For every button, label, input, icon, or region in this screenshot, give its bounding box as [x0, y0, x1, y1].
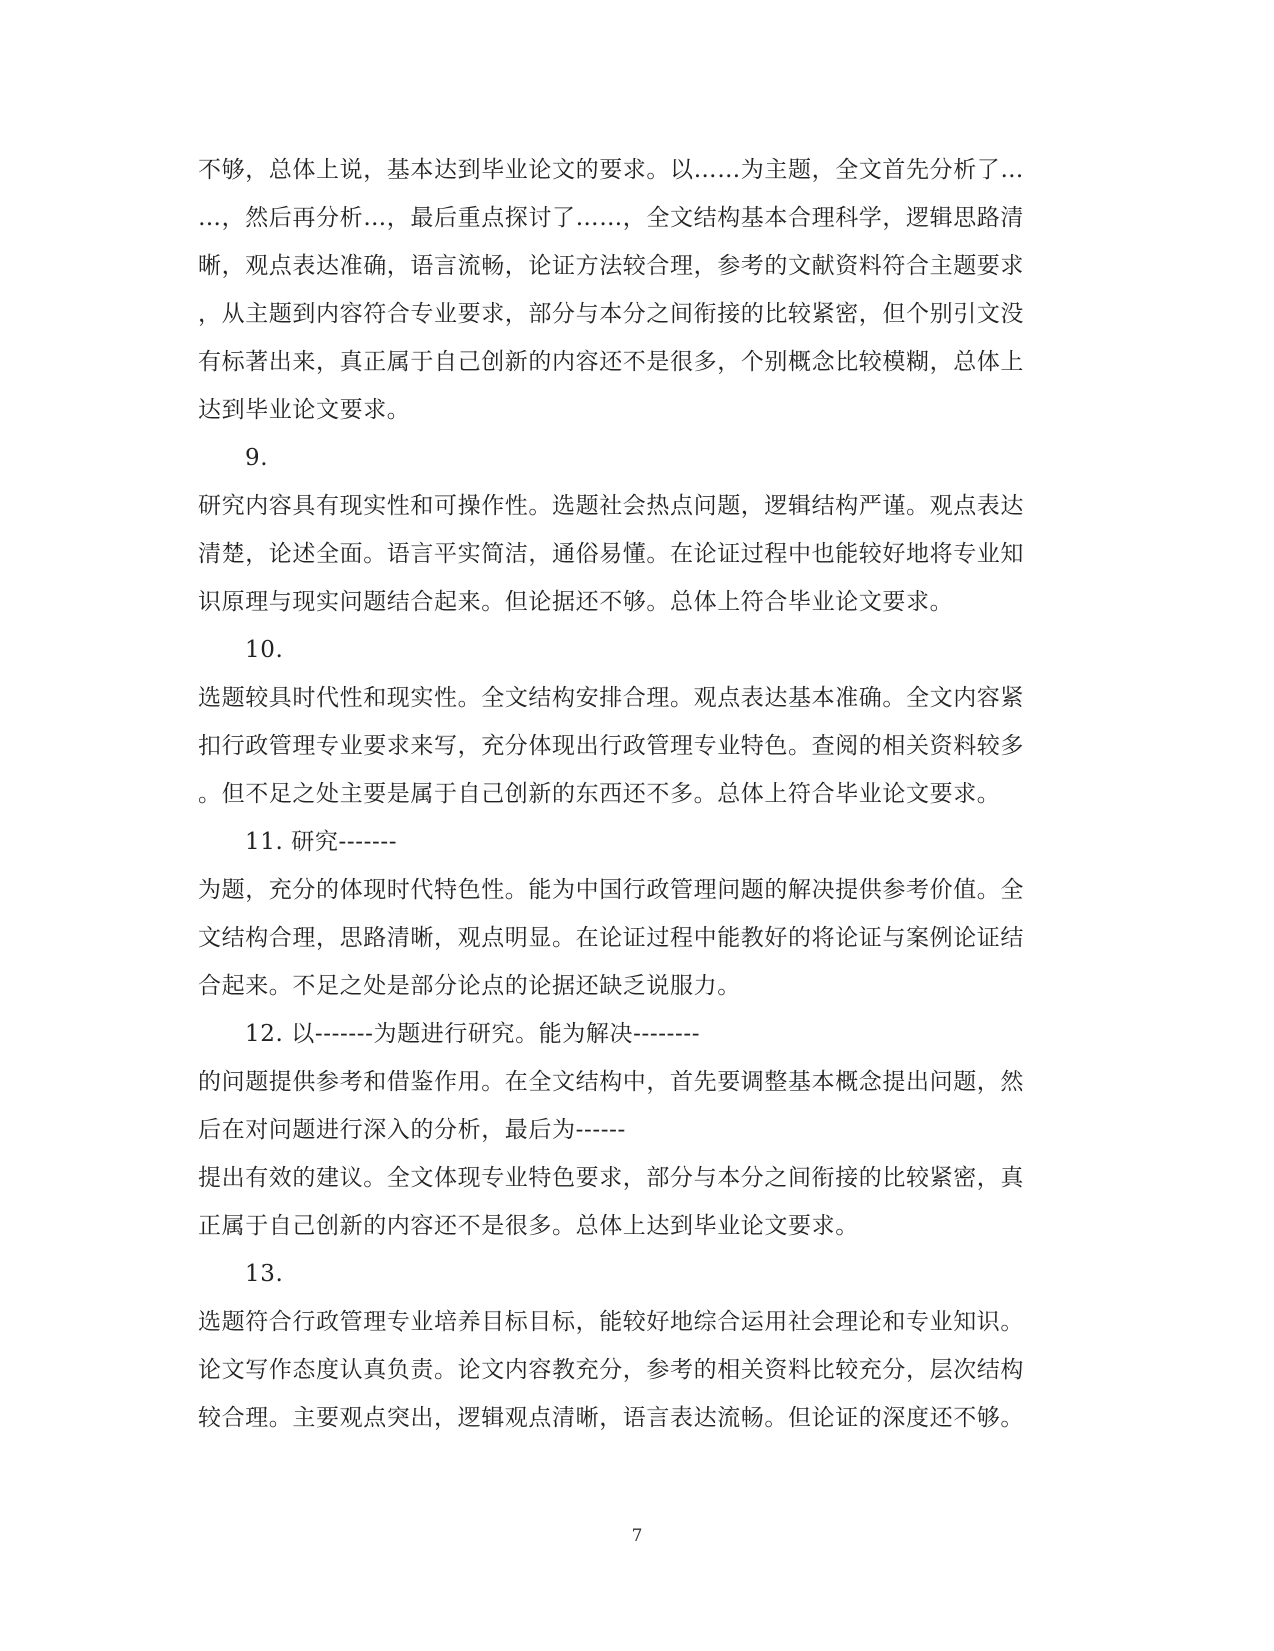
text-line: 清楚，论述全面。语言平实简洁，通俗易懂。在论证过程中也能较好地将专业知: [198, 541, 1024, 567]
page-number: 7: [631, 1526, 643, 1546]
text-line: 选题较具时代性和现实性。全文结构安排合理。观点表达基本准确。全文内容紧: [198, 685, 1024, 711]
text-line: 提出有效的建议。全文体现专业特色要求，部分与本分之间衔接的比较紧密，真: [198, 1165, 1024, 1191]
text-line: 达到毕业论文要求。: [198, 397, 411, 423]
text-line: ，从主题到内容符合专业要求，部分与本分之间衔接的比较紧密，但个别引文没: [198, 301, 1024, 327]
text-line: …，然后再分析…，最后重点探讨了……，全文结构基本合理科学，逻辑思路清: [198, 205, 1024, 231]
text-line: 正属于自己创新的内容还不是很多。总体上达到毕业论文要求。: [198, 1213, 859, 1239]
item-number: 10.: [245, 637, 284, 663]
item-number: 12. 以-------为题进行研究。能为解决--------: [245, 1021, 701, 1047]
text-line: 扣行政管理专业要求来写，充分体现出行政管理专业特色。查阅的相关资料较多: [198, 733, 1024, 759]
text-line: 为题，充分的体现时代特色性。能为中国行政管理问题的解决提供参考价值。全: [198, 877, 1024, 903]
text-line: 的问题提供参考和借鉴作用。在全文结构中，首先要调整基本概念提出问题，然: [198, 1069, 1024, 1095]
item-number: 9.: [245, 445, 269, 471]
item-number: 13.: [245, 1261, 284, 1287]
text-line: 合起来。不足之处是部分论点的论据还缺乏说服力。: [198, 973, 741, 999]
text-line: 论文写作态度认真负责。论文内容教充分，参考的相关资料比较充分，层次结构: [198, 1357, 1024, 1383]
text-line: 研究内容具有现实性和可操作性。选题社会热点问题，逻辑结构严谨。观点表达: [198, 493, 1024, 519]
text-line: 不够，总体上说，基本达到毕业论文的要求。以……为主题，全文首先分析了…: [198, 157, 1024, 183]
text-line: 。但不足之处主要是属于自己创新的东西还不多。总体上符合毕业论文要求。: [198, 781, 1001, 807]
text-line: 选题符合行政管理专业培养目标目标，能较好地综合运用社会理论和专业知识。: [198, 1309, 1024, 1335]
text-line: 识原理与现实问题结合起来。但论据还不够。总体上符合毕业论文要求。: [198, 589, 954, 615]
text-line: 有标著出来，真正属于自己创新的内容还不是很多，个别概念比较模糊，总体上: [198, 349, 1024, 375]
text-line: 较合理。主要观点突出，逻辑观点清晰，语言表达流畅。但论证的深度还不够。: [198, 1405, 1024, 1431]
text-line: 晰，观点表达准确，语言流畅，论证方法较合理，参考的文献资料符合主题要求: [198, 253, 1024, 279]
text-line: 文结构合理，思路清晰，观点明显。在论证过程中能教好的将论证与案例论证结: [198, 925, 1024, 951]
text-line: 后在对问题进行深入的分析，最后为------: [198, 1117, 626, 1143]
item-number: 11. 研究-------: [245, 829, 398, 855]
